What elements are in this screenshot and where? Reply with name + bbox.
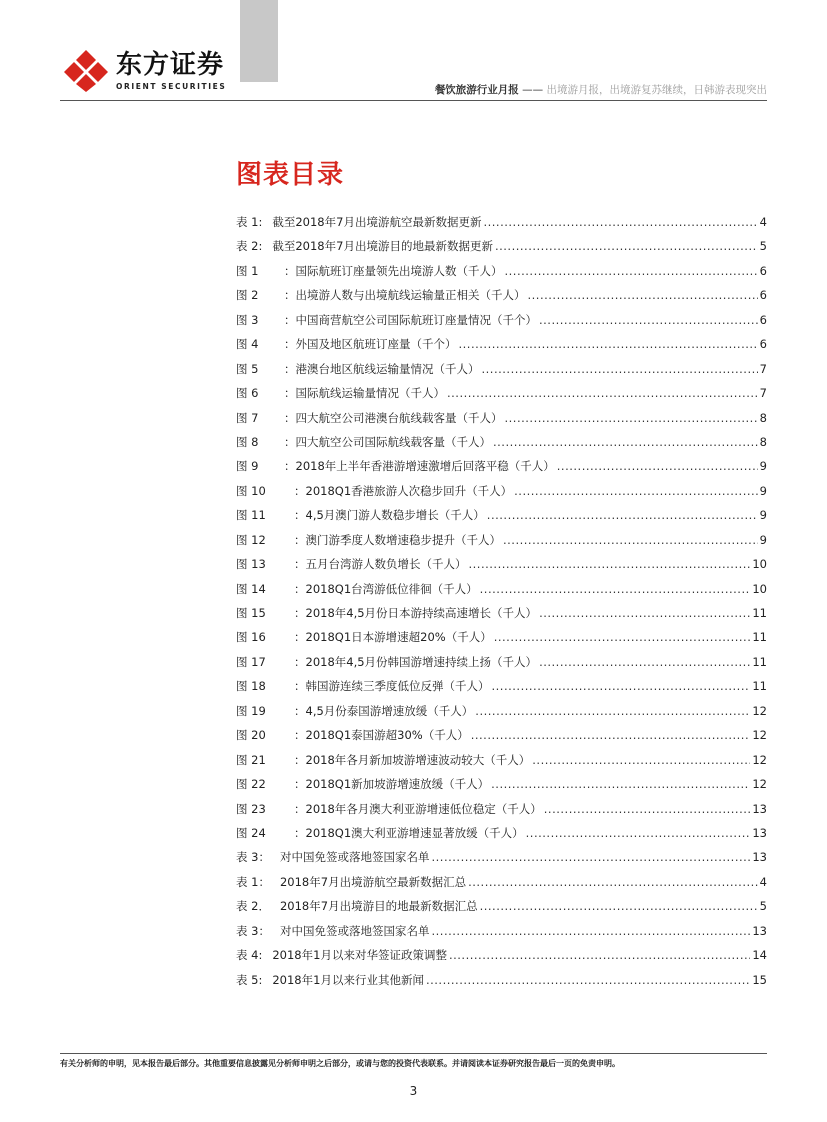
toc-entry[interactable]	[236, 454, 767, 478]
toc-entry-label: 图 5	[236, 361, 259, 376]
toc-entry-title: ：4,5月澳门游人数稳步增长（千人）	[294, 508, 485, 523]
toc-dot-leader	[503, 528, 758, 552]
toc-entry[interactable]	[236, 234, 767, 258]
toc-entry[interactable]	[236, 699, 767, 723]
toc-dot-leader	[544, 797, 751, 821]
toc-entry-page: 8	[759, 410, 767, 425]
toc-entry[interactable]	[236, 919, 767, 943]
toc-entry-label: 图 2	[236, 288, 259, 303]
toc-entry-title: ：4,5月份泰国游增速放缓（千人）	[294, 703, 474, 718]
toc-entry-title: ：外国及地区航班订座量（千个）	[284, 337, 457, 352]
toc-entry-label: 表 3：	[236, 923, 270, 938]
toc-entry-label: 图 17	[236, 654, 266, 669]
toc-entry-title: ：2018Q1新加坡游增速放缓（千人）	[294, 777, 490, 792]
header-dash: ——	[522, 84, 544, 96]
toc-dot-leader	[539, 650, 750, 674]
toc-dot-leader	[459, 332, 758, 356]
toc-entry-label: 图 1	[236, 263, 259, 278]
toc-entry-label: 图 14	[236, 581, 266, 596]
toc-entry-title: ：2018Q1台湾游低位徘徊（千人）	[294, 581, 478, 596]
toc-entry-title: ：2018Q1香港旅游人次稳步回升（千人）	[294, 483, 513, 498]
toc-entry[interactable]	[236, 577, 767, 601]
toc-entry-page: 4	[759, 874, 767, 889]
toc-dot-leader	[492, 674, 751, 698]
toc-entry[interactable]	[236, 430, 767, 454]
brand-name-en: ORIENT SECURITIES	[116, 82, 227, 91]
report-type: 餐饮旅游行业月报	[434, 84, 519, 96]
toc-dot-leader	[495, 234, 758, 258]
toc-entry-label: 图 20	[236, 728, 266, 743]
toc-entry[interactable]	[236, 381, 767, 405]
toc-entry[interactable]	[236, 406, 767, 430]
toc-entry-page: 9	[759, 508, 767, 523]
toc-dot-leader	[471, 723, 751, 747]
toc-entry-label: 图 19	[236, 703, 266, 718]
toc-entry[interactable]	[236, 797, 767, 821]
toc-entry-label: 表 5:	[236, 972, 263, 987]
toc-entry-label: 图 4	[236, 337, 259, 352]
toc-entry-label: 表 2:	[236, 239, 263, 254]
toc-entry[interactable]	[236, 845, 767, 869]
toc-entry-page: 13	[752, 923, 767, 938]
toc-dot-leader	[528, 283, 758, 307]
toc-dot-leader	[494, 625, 751, 649]
table-of-contents	[236, 210, 767, 992]
toc-entry[interactable]	[236, 650, 767, 674]
toc-entry-title: 2018年7月出境游航空最新数据汇总	[279, 874, 467, 889]
toc-dot-leader	[469, 552, 751, 576]
toc-entry-title: ：2018年4,5月份韩国游增速持续上扬（千人）	[294, 654, 538, 669]
toc-entry-label: 图 16	[236, 630, 266, 645]
toc-dot-leader	[480, 577, 751, 601]
toc-entry-label: 图 21	[236, 752, 266, 767]
toc-entry[interactable]	[236, 772, 767, 796]
toc-entry-page: 12	[752, 728, 767, 743]
toc-entry-label: 图 10	[236, 483, 266, 498]
toc-entry-title: 2018年1月以来行业其他新闻	[272, 972, 424, 987]
toc-dot-leader	[557, 454, 758, 478]
toc-entry-label: 图 7	[236, 410, 259, 425]
toc-entry-page: 6	[759, 288, 767, 303]
toc-entry[interactable]	[236, 943, 767, 967]
toc-entry[interactable]	[236, 528, 767, 552]
toc-dot-leader	[514, 479, 758, 503]
toc-entry-page: 12	[752, 777, 767, 792]
toc-entry-title: ：四大航空公司港澳台航线载客量（千人）	[284, 410, 503, 425]
toc-entry-page: 6	[759, 263, 767, 278]
toc-entry-title: ：2018年4,5月份日本游持续高速增长（千人）	[294, 606, 538, 620]
toc-entry-label: 表 2．	[236, 899, 270, 914]
toc-entry[interactable]	[236, 479, 767, 503]
toc-entry-page: 11	[752, 606, 767, 620]
toc-entry-page: 6	[759, 337, 767, 352]
toc-dot-leader	[532, 748, 750, 772]
toc-dot-leader	[468, 870, 758, 894]
toc-entry-title: ：2018Q1泰国游超30%（千人）	[294, 728, 469, 743]
toc-entry-label: 图 13	[236, 557, 266, 572]
toc-entry[interactable]	[236, 723, 767, 747]
toc-entry-title: ：五月台湾游人数负增长（千人）	[294, 557, 467, 572]
toc-entry-page: 9	[759, 532, 767, 547]
toc-entry-page: 12	[752, 703, 767, 718]
toc-entry-page: 9	[759, 483, 767, 498]
toc-dot-leader	[431, 919, 750, 943]
toc-entry-page: 12	[752, 752, 767, 767]
toc-entry-title: 对中国免签或落地签国家名单	[279, 923, 430, 938]
toc-dot-leader	[487, 503, 758, 527]
toc-entry-title: ：出境游人数与出境航线运输量正相关（千人）	[284, 288, 526, 303]
toc-title: 图表目录	[236, 160, 345, 190]
toc-entry-page: 11	[752, 630, 767, 645]
toc-entry-title: ：四大航空公司国际航线载客量（千人）	[284, 434, 491, 449]
toc-entry[interactable]	[236, 332, 767, 356]
footer-divider	[60, 1053, 767, 1054]
toc-entry-page: 9	[759, 459, 767, 474]
toc-entry-label: 图 24	[236, 825, 266, 840]
toc-entry-label: 图 3	[236, 312, 259, 327]
toc-entry-label: 图 8	[236, 434, 259, 449]
toc-dot-leader	[447, 381, 758, 405]
toc-entry[interactable]	[236, 552, 767, 576]
toc-entry-title: ：澳门游季度人数增速稳步提升（千人）	[294, 532, 501, 547]
toc-entry[interactable]	[236, 821, 767, 845]
toc-entry-title: ：2018年各月新加坡游增速波动较大（千人）	[294, 752, 531, 767]
brand-name-cn: 东方证券	[116, 50, 225, 80]
toc-entry[interactable]	[236, 674, 767, 698]
toc-entry-label: 图 22	[236, 777, 266, 792]
toc-entry-title: ：2018Q1日本游增速超20%（千人）	[294, 630, 492, 645]
toc-dot-leader	[505, 406, 758, 430]
toc-entry-title: 截至2018年7月出境游目的地最新数据更新	[272, 239, 493, 254]
toc-dot-leader	[431, 845, 750, 869]
toc-entry[interactable]	[236, 968, 767, 992]
toc-entry-title: ：中国商营航空公司国际航班订座量情况（千个）	[284, 312, 537, 327]
toc-entry[interactable]	[236, 503, 767, 527]
toc-dot-leader	[483, 210, 757, 234]
toc-entry-label: 图 9	[236, 459, 259, 474]
toc-dot-leader	[482, 357, 758, 381]
toc-entry-page: 14	[752, 948, 767, 963]
toc-entry[interactable]	[236, 601, 767, 625]
toc-entry[interactable]	[236, 308, 767, 332]
header-divider	[60, 100, 767, 101]
toc-entry-title: 对中国免签或落地签国家名单	[279, 850, 430, 865]
toc-entry[interactable]	[236, 357, 767, 381]
toc-entry[interactable]	[236, 870, 767, 894]
toc-entry-page: 13	[752, 825, 767, 840]
toc-entry-page: 4	[759, 215, 767, 229]
toc-dot-leader	[449, 943, 750, 967]
toc-entry-page: 8	[759, 434, 767, 449]
toc-dot-leader	[493, 430, 758, 454]
report-header	[435, 82, 767, 97]
toc-entry-title: ：国际航班订座量领先出境游人数（千人）	[284, 263, 503, 278]
toc-entry-title: ：韩国游连续三季度低位反弹（千人）	[294, 679, 490, 694]
toc-entry-page: 5	[759, 899, 767, 914]
toc-dot-leader	[491, 772, 750, 796]
toc-entry[interactable]	[236, 259, 767, 283]
toc-entry-title: 截至2018年7月出境游航空最新数据更新	[272, 215, 482, 229]
toc-entry-page: 7	[759, 361, 767, 376]
footer-disclaimer: 有关分析师的申明，见本报告最后部分。其他重要信息披露见分析师申明之后部分，或请与您的投资代表联系。并请阅读本证券研究报告最后一页的免责申明。	[60, 1059, 620, 1068]
toc-entry-title: 2018年1月以来对华签证政策调整	[272, 948, 447, 963]
toc-entry-label: 图 23	[236, 801, 266, 816]
toc-entry-label: 图 6	[236, 386, 259, 401]
toc-entry-label: 图 18	[236, 679, 266, 694]
brand-block	[116, 50, 226, 91]
toc-entry-page: 15	[752, 972, 767, 987]
toc-entry-page: 11	[752, 654, 767, 669]
toc-dot-leader	[505, 259, 758, 283]
report-subtitle: 出境游月报，出境游复苏继续，日韩游表现突出	[546, 84, 767, 96]
toc-entry-page: 6	[759, 312, 767, 327]
toc-entry-label: 图 15	[236, 606, 266, 620]
toc-entry-title: ：2018年各月澳大利亚游增速低位稳定（千人）	[294, 801, 542, 816]
toc-entry-label: 图 11	[236, 508, 266, 523]
toc-entry-page: 13	[752, 801, 767, 816]
toc-entry[interactable]	[236, 894, 767, 918]
toc-dot-leader	[539, 308, 758, 332]
toc-entry-title: ：2018Q1澳大利亚游增速显著放缓（千人）	[294, 825, 524, 840]
toc-entry-label: 表 1：	[236, 874, 270, 889]
toc-entry-title: 2018年7月出境游目的地最新数据汇总	[279, 899, 478, 914]
toc-entry-page: 10	[752, 557, 767, 572]
toc-entry-title: ：国际航线运输量情况（千人）	[284, 386, 445, 401]
toc-entry[interactable]	[236, 283, 767, 307]
toc-entry-label: 图 12	[236, 532, 266, 547]
toc-entry-page: 11	[752, 679, 767, 694]
toc-entry[interactable]	[236, 210, 767, 234]
toc-entry-title: ：2018年上半年香港游增速激增后回落平稳（千人）	[284, 459, 555, 474]
page-number: 3	[409, 1084, 418, 1098]
header-grey-tab	[240, 0, 278, 82]
toc-entry-page: 10	[752, 581, 767, 596]
toc-entry-page: 5	[759, 239, 767, 254]
toc-entry[interactable]	[236, 625, 767, 649]
toc-entry-label: 表 4:	[236, 948, 263, 963]
orient-securities-logo-icon	[60, 48, 112, 94]
toc-dot-leader	[480, 894, 758, 918]
toc-dot-leader	[539, 601, 750, 625]
toc-entry-page: 7	[759, 386, 767, 401]
toc-entry-label: 表 1:	[236, 215, 263, 229]
toc-dot-leader	[426, 968, 750, 992]
toc-entry-page: 13	[752, 850, 767, 865]
toc-entry-title: ：港澳台地区航线运输量情况（千人）	[284, 361, 480, 376]
toc-dot-leader	[475, 699, 750, 723]
toc-entry-label: 表 3：	[236, 850, 270, 865]
toc-entry[interactable]	[236, 748, 767, 772]
toc-dot-leader	[526, 821, 751, 845]
